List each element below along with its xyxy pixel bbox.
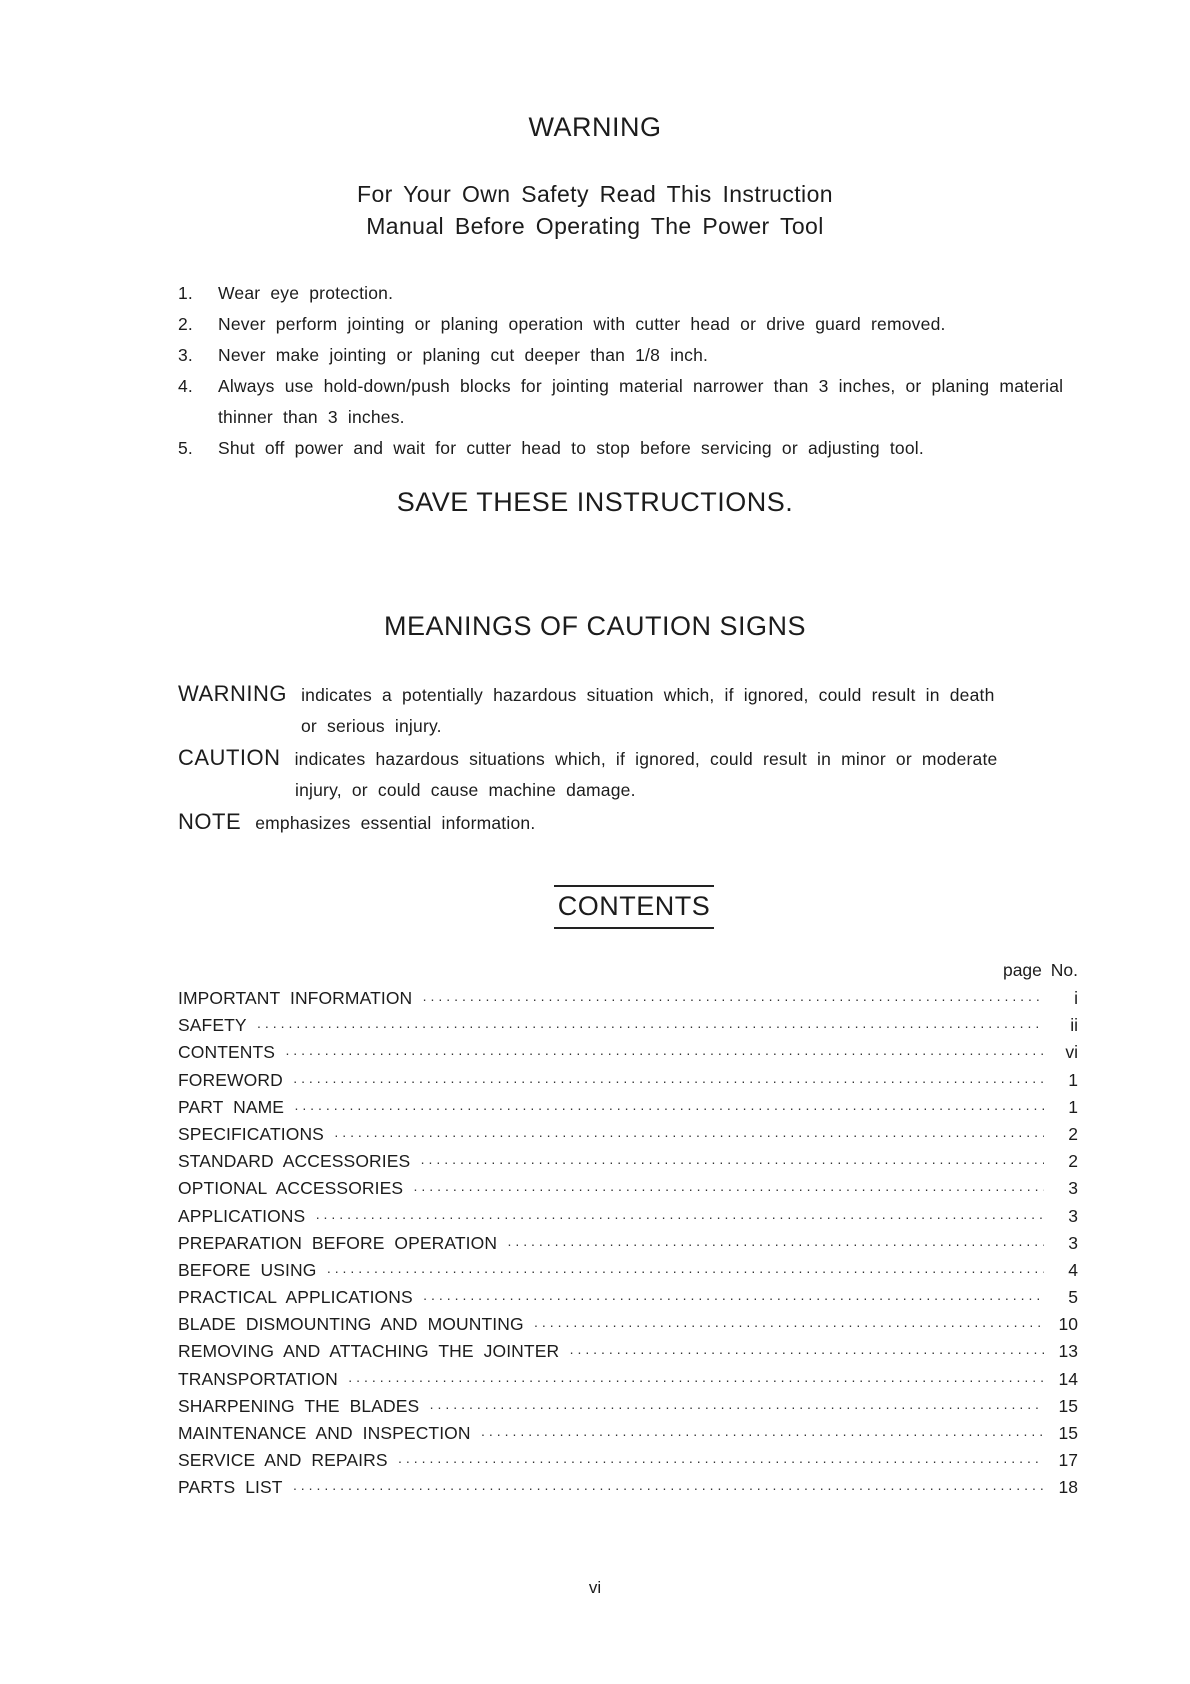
toc-entries xyxy=(178,985,1078,1502)
toc-entry-label: SAFETY xyxy=(178,1015,247,1036)
toc-entry[interactable] xyxy=(178,1420,1078,1447)
warning-title: WARNING xyxy=(528,112,662,142)
toc-entry-page: 15 xyxy=(1058,1423,1078,1443)
warning-subtitle-line-2: Manual Before Operating The Power Tool xyxy=(366,213,824,239)
warning-subtitle-line-1: For Your Own Safety Read This Instruction xyxy=(357,181,833,207)
toc-entry-page: i xyxy=(1074,988,1078,1008)
toc-entry-label: SHARPENING THE BLADES xyxy=(178,1395,420,1416)
toc-dot-leader xyxy=(257,1013,1044,1040)
table-of-contents xyxy=(178,955,1078,1502)
toc-entry-label: PART NAME xyxy=(178,1096,285,1117)
warning-item xyxy=(178,433,1090,464)
toc-entry-page: 4 xyxy=(1068,1259,1078,1280)
sign-description: emphasizes essential information. xyxy=(255,813,536,833)
toc-dot-leader xyxy=(423,1285,1044,1312)
toc-dot-leader xyxy=(315,1204,1044,1231)
contents-title: CONTENTS xyxy=(554,885,714,929)
toc-entry-label: TRANSPORTATION xyxy=(178,1368,338,1389)
warning-item-number: 5. xyxy=(178,438,193,458)
toc-dot-leader xyxy=(334,1122,1044,1149)
toc-entry[interactable] xyxy=(178,1148,1078,1175)
toc-entry[interactable] xyxy=(178,1094,1078,1121)
caution-signs-title: MEANINGS OF CAUTION SIGNS xyxy=(383,611,807,641)
sign-description-continued: injury, or could cause machine damage. xyxy=(295,780,636,800)
toc-entry[interactable] xyxy=(178,1203,1078,1230)
warning-item-number: 3. xyxy=(178,345,193,365)
sign-description-continued: or serious injury. xyxy=(301,716,442,736)
sign-description: indicates a potentially hazardous situation which, if ignored, could result in death xyxy=(301,685,995,705)
toc-entry[interactable] xyxy=(178,1067,1078,1094)
warning-item-number: 4. xyxy=(178,376,193,396)
toc-entry-page: 1 xyxy=(1068,1069,1078,1090)
toc-entry-label: REMOVING AND ATTACHING THE JOINTER xyxy=(178,1341,560,1362)
toc-entry[interactable] xyxy=(178,1012,1078,1039)
sign-term: WARNING xyxy=(178,681,288,706)
warning-item xyxy=(178,340,1090,371)
toc-dot-leader xyxy=(534,1312,1044,1339)
toc-entry-label: APPLICATIONS xyxy=(178,1205,306,1226)
toc-dot-leader xyxy=(348,1367,1044,1394)
toc-entry[interactable] xyxy=(178,1121,1078,1148)
warning-item-text: Always use hold-down/push blocks for jointing material narrower than 3 inches, or planing material thinner than 3 inches. xyxy=(218,376,1064,427)
warning-item-text: Never make jointing or planing cut deeper than 1/8 inch. xyxy=(218,345,709,365)
toc-entry[interactable] xyxy=(178,1447,1078,1474)
warning-item xyxy=(178,309,1090,340)
warning-list xyxy=(178,278,1090,464)
toc-entry-page: 14 xyxy=(1058,1368,1078,1389)
toc-dot-leader xyxy=(420,1149,1044,1176)
toc-entry[interactable] xyxy=(178,985,1078,1012)
toc-dot-leader xyxy=(429,1394,1044,1421)
toc-entry-label: MAINTENANCE AND INSPECTION xyxy=(178,1423,471,1443)
toc-entry-label: SPECIFICATIONS xyxy=(178,1123,324,1144)
caution-signs-list xyxy=(178,678,1090,839)
toc-entry[interactable] xyxy=(178,1338,1078,1365)
toc-dot-leader xyxy=(293,1475,1044,1502)
toc-entry[interactable] xyxy=(178,1230,1078,1257)
warning-item-text: Never perform jointing or planing operation with cutter head or drive guard removed. xyxy=(218,314,946,334)
save-instructions-heading: SAVE THESE INSTRUCTIONS. xyxy=(396,487,794,517)
sign-description: indicates hazardous situations which, if ignored, could result in minor or moderate xyxy=(294,749,998,769)
toc-entry-label: PRACTICAL APPLICATIONS xyxy=(178,1287,413,1308)
sign-note xyxy=(178,806,1090,839)
toc-entry-label: FOREWORD xyxy=(178,1069,283,1090)
toc-dot-leader xyxy=(285,1040,1044,1067)
sign-term: CAUTION xyxy=(178,745,281,770)
toc-dot-leader xyxy=(398,1448,1044,1475)
toc-entry-page: 2 xyxy=(1068,1123,1078,1144)
toc-entry-page: 15 xyxy=(1058,1395,1078,1416)
sign-term: NOTE xyxy=(178,809,242,834)
toc-dot-leader xyxy=(293,1068,1044,1095)
toc-entry-page: 13 xyxy=(1058,1341,1078,1362)
toc-entry-label: OPTIONAL ACCESSORIES xyxy=(178,1178,404,1199)
toc-entry[interactable] xyxy=(178,1175,1078,1202)
toc-dot-leader xyxy=(326,1258,1044,1285)
toc-dot-leader xyxy=(294,1095,1044,1122)
toc-dot-leader xyxy=(481,1421,1044,1448)
warning-item-text: Wear eye protection. xyxy=(218,283,394,303)
toc-entry-page: vi xyxy=(1065,1042,1078,1063)
toc-entry[interactable] xyxy=(178,1284,1078,1311)
toc-entry-page: 5 xyxy=(1068,1287,1078,1308)
toc-entry-page: 3 xyxy=(1068,1205,1078,1226)
toc-entry-label: PREPARATION BEFORE OPERATION xyxy=(178,1232,498,1253)
toc-entry[interactable] xyxy=(178,1311,1078,1338)
toc-entry-page: 2 xyxy=(1068,1151,1078,1172)
toc-entry-label: BEFORE USING xyxy=(178,1259,317,1280)
toc-entry-label: CONTENTS xyxy=(178,1042,276,1063)
toc-entry[interactable] xyxy=(178,1366,1078,1393)
toc-entry-label: IMPORTANT INFORMATION xyxy=(178,988,413,1008)
warning-item xyxy=(178,371,1090,433)
toc-entry[interactable] xyxy=(178,1393,1078,1420)
page-number: vi xyxy=(588,1578,602,1597)
toc-entry-page: 17 xyxy=(1058,1450,1078,1471)
toc-entry-label: BLADE DISMOUNTING AND MOUNTING xyxy=(178,1314,524,1335)
toc-entry-label: PARTS LIST xyxy=(178,1477,283,1498)
sign-warning xyxy=(178,678,1090,742)
warning-item-text: Shut off power and wait for cutter head to stop before servicing or adjusting tool. xyxy=(218,438,924,458)
toc-entry[interactable] xyxy=(178,1474,1078,1501)
toc-entry-page: 18 xyxy=(1058,1477,1078,1498)
toc-entry[interactable] xyxy=(178,1257,1078,1284)
toc-entry-page: 10 xyxy=(1058,1314,1078,1335)
warning-item-number: 1. xyxy=(178,283,193,303)
warning-subtitle xyxy=(0,178,1190,242)
toc-dot-leader xyxy=(569,1339,1044,1366)
warning-item-number: 2. xyxy=(178,314,193,334)
toc-entry-page: 3 xyxy=(1068,1232,1078,1253)
toc-entry-page: ii xyxy=(1070,1015,1078,1036)
warning-item xyxy=(178,278,1090,309)
toc-dot-leader xyxy=(422,986,1044,1013)
toc-entry-page: 3 xyxy=(1068,1178,1078,1199)
toc-entry-label: SERVICE AND REPAIRS xyxy=(178,1450,388,1471)
toc-entry-label: STANDARD ACCESSORIES xyxy=(178,1151,411,1172)
toc-dot-leader xyxy=(413,1176,1044,1203)
toc-entry[interactable] xyxy=(178,1039,1078,1066)
toc-dot-leader xyxy=(507,1231,1044,1258)
toc-entry-page: 1 xyxy=(1068,1096,1078,1117)
sign-caution xyxy=(178,742,1090,806)
toc-page-header: page No. xyxy=(1002,960,1078,980)
